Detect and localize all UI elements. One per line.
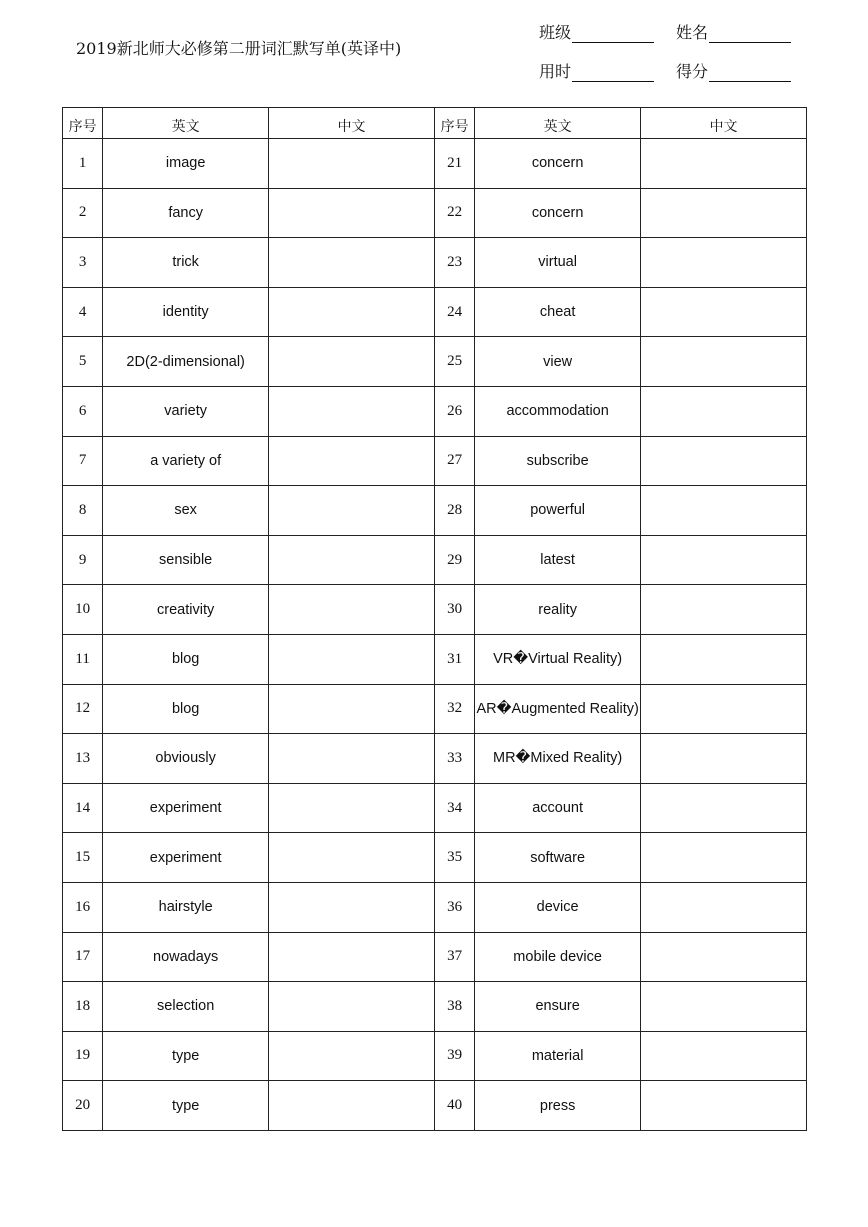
entry-chinese-answer[interactable]: [269, 982, 435, 1032]
entry-number: 35: [434, 833, 474, 883]
entry-chinese-answer[interactable]: [269, 833, 435, 883]
table-row: [63, 535, 807, 585]
entry-english: sensible: [103, 535, 269, 585]
entry-english: concern: [475, 188, 641, 238]
entry-english: type: [103, 1081, 269, 1131]
entry-chinese-answer[interactable]: [641, 634, 807, 684]
entry-english: powerful: [475, 486, 641, 536]
entry-chinese-answer[interactable]: [641, 585, 807, 635]
entry-chinese-answer[interactable]: [641, 486, 807, 536]
column-header-number: 序号: [63, 108, 103, 139]
entry-number: 24: [434, 287, 474, 337]
entry-number: 5: [63, 337, 103, 387]
entry-number: 1: [63, 139, 103, 189]
entry-chinese-answer[interactable]: [641, 386, 807, 436]
entry-chinese-answer[interactable]: [269, 882, 435, 932]
table-row: [63, 882, 807, 932]
entry-number: 34: [434, 783, 474, 833]
table-row: [63, 287, 807, 337]
entry-chinese-answer[interactable]: [269, 386, 435, 436]
entry-chinese-answer[interactable]: [641, 238, 807, 288]
entry-chinese-answer[interactable]: [641, 783, 807, 833]
entry-english: fancy: [103, 188, 269, 238]
entry-english: a variety of: [103, 436, 269, 486]
entry-number: 11: [63, 634, 103, 684]
table-row: [63, 982, 807, 1032]
entry-english: view: [475, 337, 641, 387]
entry-chinese-answer[interactable]: [641, 982, 807, 1032]
entry-number: 22: [434, 188, 474, 238]
entry-english: latest: [475, 535, 641, 585]
table-row: [63, 932, 807, 982]
table-row: [63, 1031, 807, 1081]
entry-chinese-answer[interactable]: [269, 932, 435, 982]
time-label: 用时: [539, 62, 572, 81]
entry-english: device: [475, 882, 641, 932]
entry-number: 25: [434, 337, 474, 387]
table-row: [63, 386, 807, 436]
entry-english: sex: [103, 486, 269, 536]
column-header-chinese: 中文: [269, 108, 435, 139]
table-row: [63, 486, 807, 536]
table-row: [63, 634, 807, 684]
entry-chinese-answer[interactable]: [269, 436, 435, 486]
entry-number: 8: [63, 486, 103, 536]
entry-chinese-answer[interactable]: [641, 734, 807, 784]
table-header-row: [63, 108, 807, 139]
entry-chinese-answer[interactable]: [269, 783, 435, 833]
column-header-number: 序号: [434, 108, 474, 139]
entry-number: 17: [63, 932, 103, 982]
entry-chinese-answer[interactable]: [269, 337, 435, 387]
entry-number: 20: [63, 1081, 103, 1131]
entry-number: 36: [434, 882, 474, 932]
entry-number: 16: [63, 882, 103, 932]
entry-english: accommodation: [475, 386, 641, 436]
entry-number: 31: [434, 634, 474, 684]
entry-number: 9: [63, 535, 103, 585]
entry-chinese-answer[interactable]: [641, 436, 807, 486]
entry-number: 15: [63, 833, 103, 883]
table-row: [63, 188, 807, 238]
entry-number: 2: [63, 188, 103, 238]
entry-english: mobile device: [475, 932, 641, 982]
entry-english: type: [103, 1031, 269, 1081]
entry-english: experiment: [103, 783, 269, 833]
entry-english: variety: [103, 386, 269, 436]
class-label: 班级: [539, 23, 572, 42]
entry-chinese-answer[interactable]: [641, 139, 807, 189]
entry-chinese-answer[interactable]: [641, 535, 807, 585]
table-row: [63, 1081, 807, 1131]
score-field: [676, 59, 791, 82]
entry-number: 29: [434, 535, 474, 585]
entry-number: 26: [434, 386, 474, 436]
class-blank[interactable]: [572, 24, 654, 43]
entry-number: 10: [63, 585, 103, 635]
entry-chinese-answer[interactable]: [641, 684, 807, 734]
table-row: [63, 337, 807, 387]
entry-chinese-answer[interactable]: [269, 486, 435, 536]
document-title: 2019新北师大必修第二册词汇默写单(英译中): [76, 39, 402, 58]
entry-english: AR�Augmented Reality): [475, 684, 641, 734]
score-label: 得分: [676, 62, 709, 81]
entry-english: virtual: [475, 238, 641, 288]
entry-number: 21: [434, 139, 474, 189]
entry-english: selection: [103, 982, 269, 1032]
table-row: [63, 238, 807, 288]
name-blank[interactable]: [709, 24, 791, 43]
entry-english: trick: [103, 238, 269, 288]
entry-english: ensure: [475, 982, 641, 1032]
entry-number: 6: [63, 386, 103, 436]
entry-english: VR�Virtual Reality): [475, 634, 641, 684]
entry-english: software: [475, 833, 641, 883]
entry-english: concern: [475, 139, 641, 189]
entry-chinese-answer[interactable]: [269, 734, 435, 784]
table-row: [63, 436, 807, 486]
entry-chinese-answer[interactable]: [641, 1031, 807, 1081]
entry-chinese-answer[interactable]: [269, 188, 435, 238]
entry-chinese-answer[interactable]: [641, 932, 807, 982]
entry-number: 32: [434, 684, 474, 734]
entry-chinese-answer[interactable]: [269, 1081, 435, 1131]
entry-number: 37: [434, 932, 474, 982]
entry-english: subscribe: [475, 436, 641, 486]
entry-chinese-answer[interactable]: [641, 882, 807, 932]
name-label: 姓名: [676, 23, 709, 42]
entry-english: reality: [475, 585, 641, 635]
entry-chinese-answer[interactable]: [269, 139, 435, 189]
entry-number: 39: [434, 1031, 474, 1081]
entry-number: 7: [63, 436, 103, 486]
entry-chinese-answer[interactable]: [269, 684, 435, 734]
column-header-english: 英文: [103, 108, 269, 139]
entry-chinese-answer[interactable]: [269, 287, 435, 337]
entry-english: blog: [103, 684, 269, 734]
time-blank[interactable]: [572, 63, 654, 82]
entry-number: 18: [63, 982, 103, 1032]
entry-english: account: [475, 783, 641, 833]
table-row: [63, 585, 807, 635]
column-header-english: 英文: [475, 108, 641, 139]
entry-number: 27: [434, 436, 474, 486]
table-row: [63, 783, 807, 833]
class-field: [539, 20, 654, 43]
entry-number: 19: [63, 1031, 103, 1081]
entry-number: 38: [434, 982, 474, 1032]
entry-chinese-answer[interactable]: [269, 585, 435, 635]
entry-number: 14: [63, 783, 103, 833]
entry-number: 3: [63, 238, 103, 288]
entry-number: 4: [63, 287, 103, 337]
entry-number: 40: [434, 1081, 474, 1131]
entry-english: blog: [103, 634, 269, 684]
entry-chinese-answer[interactable]: [641, 337, 807, 387]
name-field: [676, 20, 791, 43]
entry-english: identity: [103, 287, 269, 337]
entry-number: 12: [63, 684, 103, 734]
entry-number: 33: [434, 734, 474, 784]
entry-chinese-answer[interactable]: [641, 188, 807, 238]
entry-english: 2D(2-dimensional): [103, 337, 269, 387]
table-row: [63, 734, 807, 784]
entry-chinese-answer[interactable]: [641, 833, 807, 883]
entry-english: hairstyle: [103, 882, 269, 932]
entry-english: material: [475, 1031, 641, 1081]
entry-number: 13: [63, 734, 103, 784]
entry-english: experiment: [103, 833, 269, 883]
entry-english: MR�Mixed Reality): [475, 734, 641, 784]
time-field: [539, 59, 654, 82]
entry-chinese-answer[interactable]: [641, 287, 807, 337]
entry-english: press: [475, 1081, 641, 1131]
entry-chinese-answer[interactable]: [641, 1081, 807, 1131]
table-row: [63, 833, 807, 883]
entry-english: creativity: [103, 585, 269, 635]
entry-chinese-answer[interactable]: [269, 535, 435, 585]
entry-number: 23: [434, 238, 474, 288]
entry-english: image: [103, 139, 269, 189]
table-row: [63, 684, 807, 734]
entry-english: cheat: [475, 287, 641, 337]
score-blank[interactable]: [709, 63, 791, 82]
entry-number: 28: [434, 486, 474, 536]
entry-number: 30: [434, 585, 474, 635]
entry-chinese-answer[interactable]: [269, 634, 435, 684]
entry-english: nowadays: [103, 932, 269, 982]
entry-chinese-answer[interactable]: [269, 238, 435, 288]
vocabulary-table: [62, 107, 807, 1131]
column-header-chinese: 中文: [641, 108, 807, 139]
entry-english: obviously: [103, 734, 269, 784]
entry-chinese-answer[interactable]: [269, 1031, 435, 1081]
table-row: [63, 139, 807, 189]
